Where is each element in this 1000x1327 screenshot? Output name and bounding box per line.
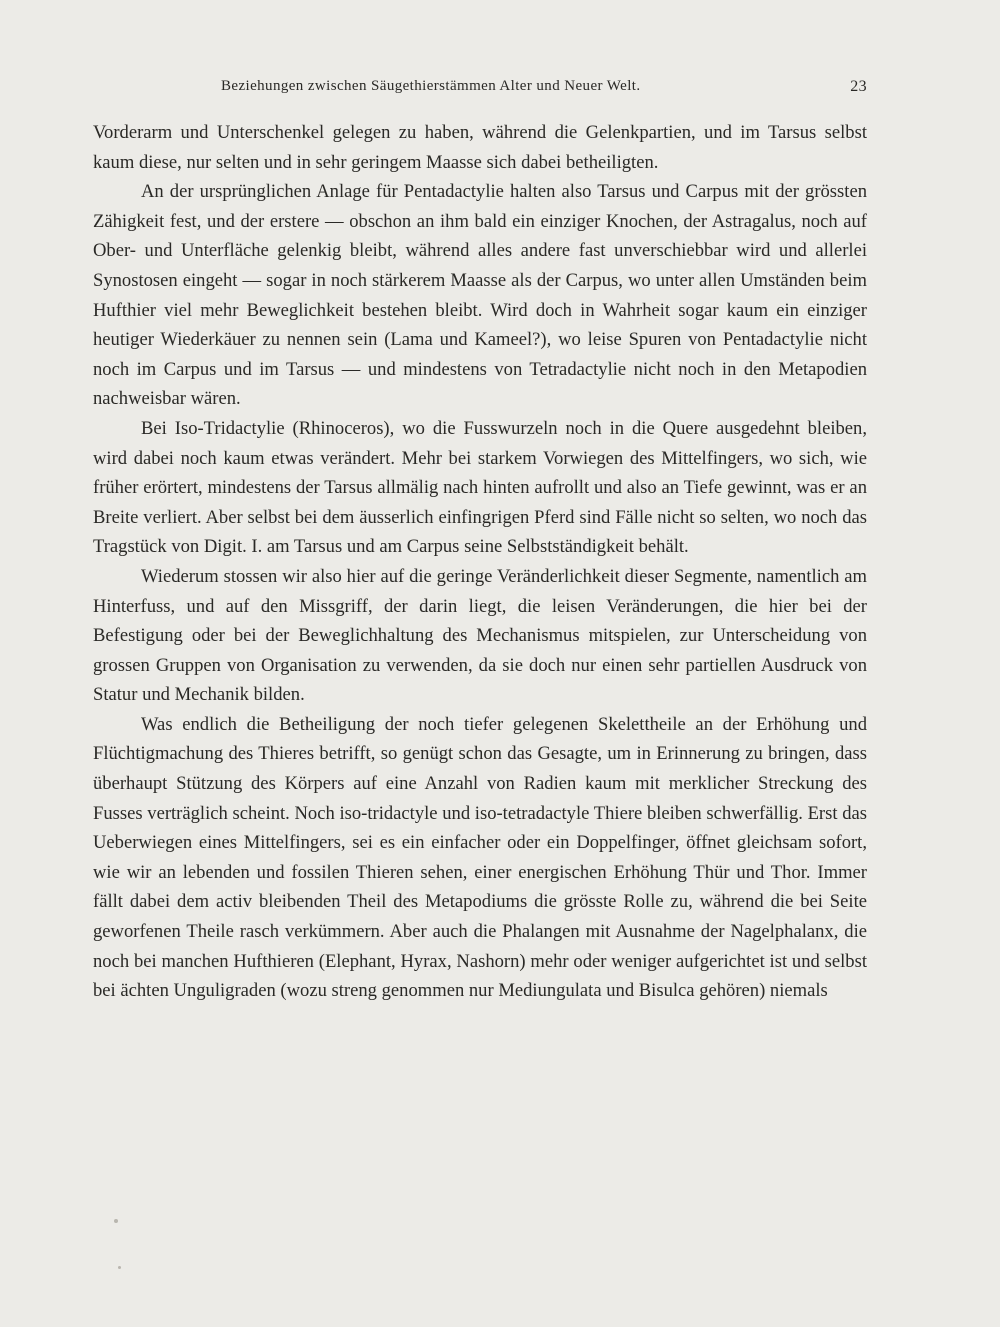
paragraph: Wiederum stossen wir also hier auf die geringe Veränderlichkeit dieser Segmente, namentlich am Hinterfuss, und auf den Missgriff, der darin liegt, die leisen Veränderungen, die hier bei der Befestigung oder bei der Beweglichhaltung des Mechanismus mitspielen, zur Unterscheidung von grossen Gruppen von Organisation zu verwenden, da sie doch nur einen sehr partiellen Ausdruck von Statur und Mechanik bilden. (93, 565, 867, 706)
body-text (93, 118, 867, 1006)
paragraph: An der ursprünglichen Anlage für Pentadactylie halten also Tarsus und Carpus mit der grössten Zähigkeit fest, und der erstere — obschon an ihm bald ein einziger Knochen, der Astragalus, noch auf Ober- und Unterfläche gelenkig bleibt, während alles andere fast unverschiebbar wird und allerlei Synostosen eingeht — sogar in noch stärkerem Maasse als der Carpus, wo unter allen Umständen beim Hufthier viel mehr Beweglichkeit bestehen bleibt. Wird doch in Wahrheit sogar kaum ein einziger heutiger Wiederkäuer zu nennen sein (Lama und Kameel?), wo leise Spuren von Pentadactylie nicht noch im Carpus und im Tarsus — und mindestens von Tetradactylie nicht noch in den Metapodien nachweisbar wären. (93, 181, 867, 410)
paragraph: Was endlich die Betheiligung der noch tiefer gelegenen Skelettheile an der Erhöhung und Flüchtigmachung des Thieres betrifft, so genügt schon das Gesagte, um in Erinnerung zu bringen, dass überhaupt Stützung des Körpers auf eine Anzahl von Radien kaum mit merklicher Streckung des Fusses verträglich scheint. Noch iso-tridactyle und iso-tetradactyle Thiere bleiben schwerfällig. Erst das Ueberwiegen eines Mittelfingers, sei es ein einfacher oder ein Doppelfinger, öffnet gleichsam sofort, wie wir an lebenden und fossilen Thieren sehen, einer energischen Erhöhung Thür und Thor. Immer fällt dabei dem activ bleibenden Theil des Metapodiums die grösste Rolle zu, während die bei Seite geworfenen Theile rasch verkümmern. Aber auch die Phalangen mit Ausnahme der Nagelphalanx, die noch bei manchen Hufthieren (Elephant, Hyrax, Nashorn) mehr oder weniger aufgerichtet ist und selbst bei ächten Unguligraden (wozu streng genommen nur Mediungulata und Bisulca gehören) niemals (93, 713, 867, 1002)
page-number: 23 (850, 78, 867, 95)
paper-speck (118, 1266, 121, 1269)
running-title: Beziehungen zwischen Säugethierstämmen Alter und Neuer Welt. (221, 78, 641, 94)
paper-speck (114, 1219, 118, 1223)
paragraph-continuation: Vorderarm und Unterschenkel gelegen zu haben, während die Gelenkpartien, und im Tarsus selbst kaum diese, nur selten und in sehr geringem Maasse sich dabei betheiligten. (93, 122, 867, 173)
running-head (93, 78, 867, 102)
paragraph: Bei Iso-Tridactylie (Rhinoceros), wo die Fusswurzeln noch in die Quere ausgedehnt bleiben, wird dabei noch kaum etwas verändert. Mehr bei starkem Vorwiegen des Mittelfingers, wo sich, wie früher erörtert, mindestens der Tarsus allmälig nach hinten aufrollt und also an Tiefe gewinnt, was er an Breite verliert. Aber selbst bei dem äusserlich einfingrigen Pferd sind Fälle nicht so selten, wo noch das Tragstück von Digit. I. am Tarsus und am Carpus seine Selbstständigkeit behält. (93, 417, 867, 558)
